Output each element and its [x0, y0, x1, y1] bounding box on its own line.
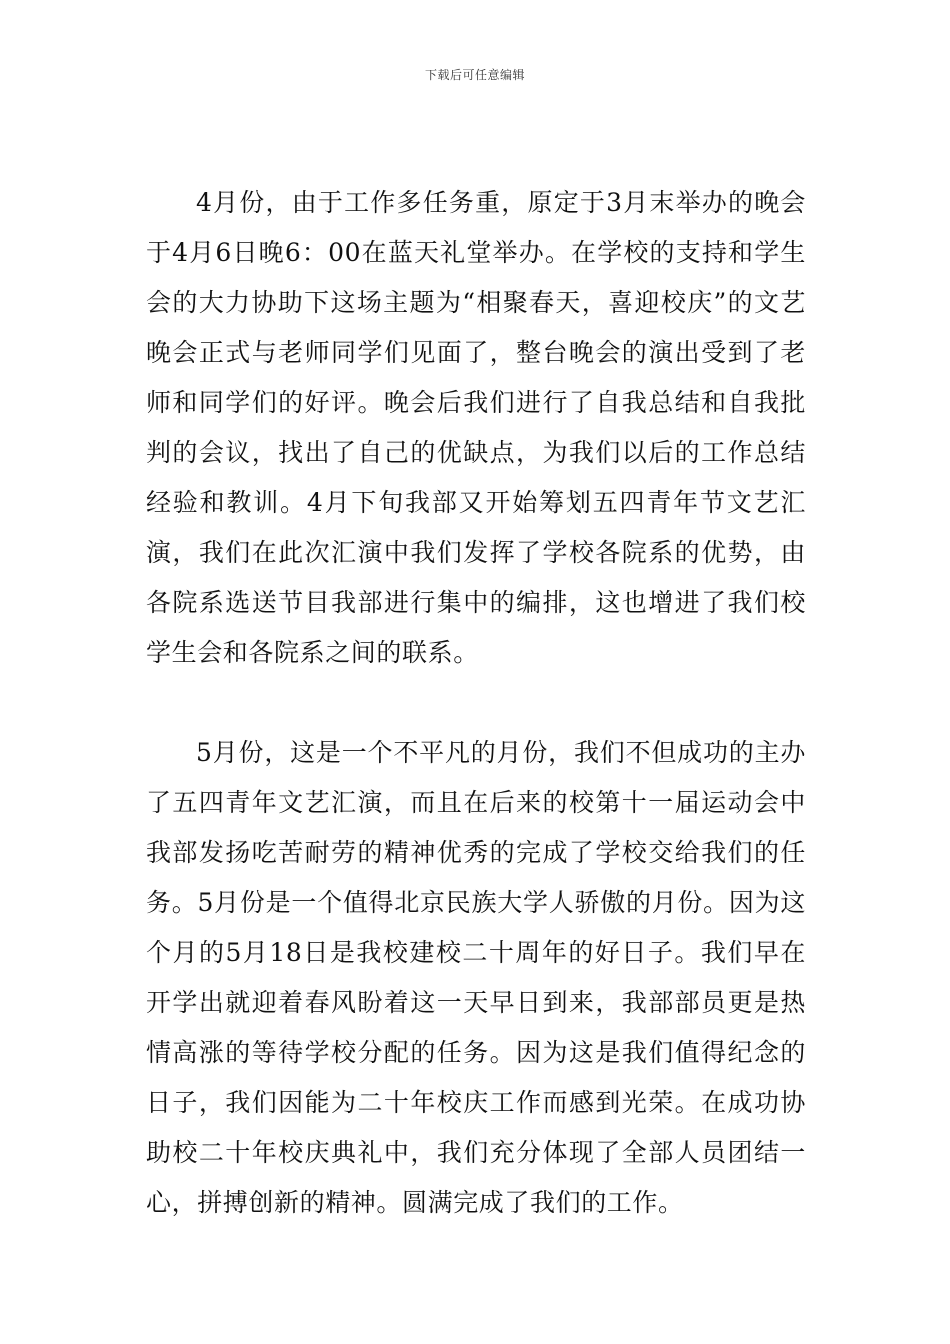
paragraph-may: 5月份，这是一个不平凡的月份，我们不但成功的主办了五四青年文艺汇演，而且在后来的校第十一届运动会中我部发扬吃苦耐劳的精神优秀的完成了学校交给我们的任务。5月份是一个值得北京民族大学人骄傲的月份。因为这个月的5月18日是我校建校二十周年的好日子。我们早在开学出就迎着春风盼着这一天早日到来，我部部员更是热情高涨的等待学校分配的任务。因为这是我们值得纪念的日子，我们因能为二十年校庆工作而感到光荣。在成功协助校二十年校庆典礼中，我们充分体现了全部人员团结一心，拼搏创新的精神。圆满完成了我们的工作。	[146, 738, 806, 1217]
header-note: 下载后可任意编辑	[424, 68, 525, 82]
document-body	[146, 178, 806, 1228]
paragraph-april: 4月份，由于工作多任务重，原定于3月末举办的晚会于4月6日晚6：00在蓝天礼堂举办。在学校的支持和学生会的大力协助下这场主题为“相聚春天，喜迎校庆”的文艺晚会正式与老师同学们见面了，整台晚会的演出受到了老师和同学们的好评。晚会后我们进行了自我总结和自我批判的会议，找出了自己的优缺点，为我们以后的工作总结经验和教训。4月下旬我部又开始筹划五四青年节文艺汇演，我们在此次汇演中我们发挥了学校各院系的优势，由各院系选送节目我部进行集中的编排，这也增进了我们校学生会和各院系之间的联系。	[146, 188, 806, 667]
